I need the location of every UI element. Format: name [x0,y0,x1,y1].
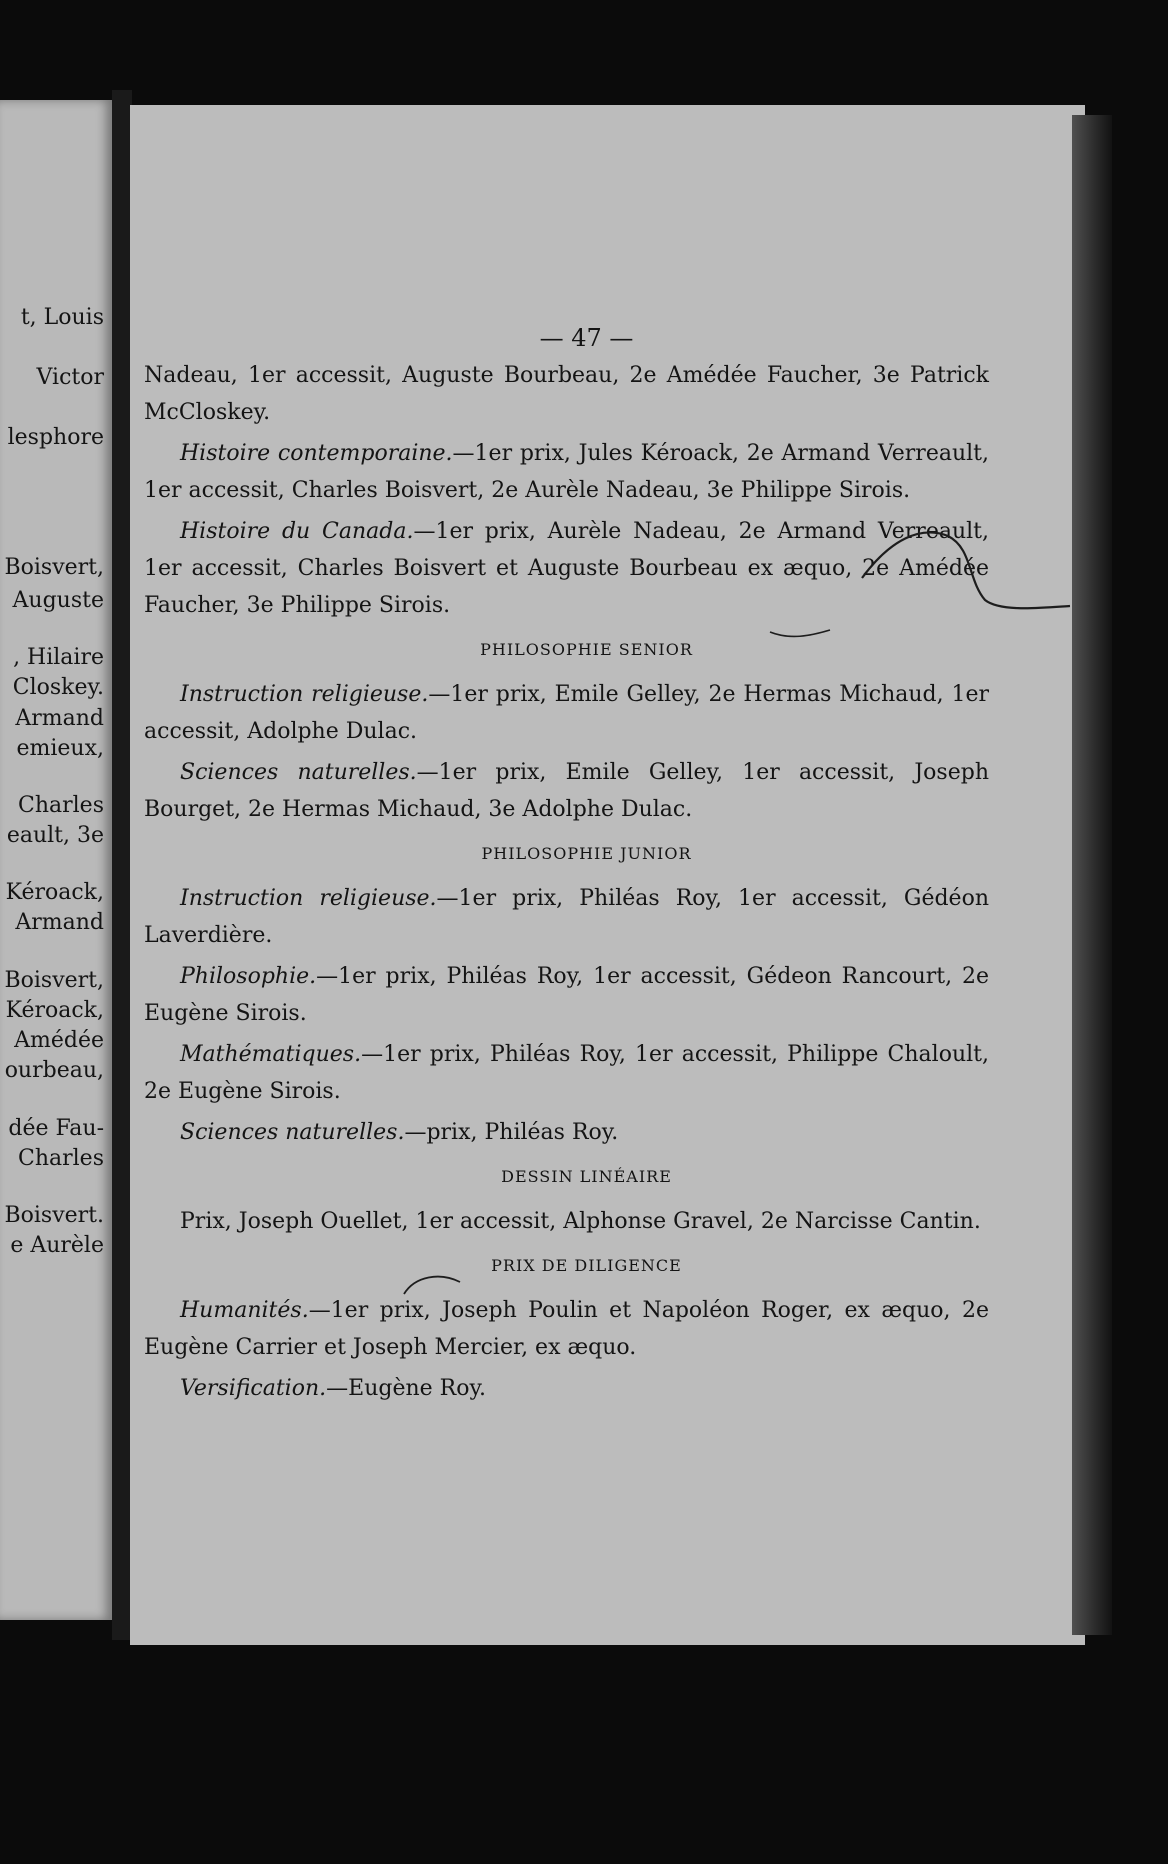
book-gutter [112,90,132,1640]
paragraph [144,958,989,1032]
paragraph-lead: Histoire du Canada. [180,519,414,544]
paragraph-text: —1er prix, Philéas Roy, 1er accessit, Gédeon Rancourt, 2e Eugène Sirois. [144,964,989,1026]
paragraph-lead: Histoire contemporaine. [180,441,453,466]
paragraph [144,1292,989,1366]
section-heading: PHILOSOPHIE SENIOR [480,640,693,659]
paragraph-lead: Sciences naturelles. [180,1120,405,1145]
left-fragment: lesphore [7,425,104,450]
left-fragment: Charles [18,1146,104,1171]
paragraph [144,1370,989,1407]
paragraph [144,754,989,828]
left-fragment: Amédée [14,1028,104,1053]
paragraph-text: —1er prix, Philéas Roy, 1er accessit, Philippe Chaloult, 2e Eugène Sirois. [144,1042,989,1104]
paragraph-lead: Humanités. [180,1298,309,1323]
paragraph-lead: Instruction religieuse. [180,886,437,911]
section-heading: PRIX DE DILIGENCE [491,1256,682,1275]
left-fragment: Kéroack, [5,880,104,905]
left-fragment: Boisvert, [4,555,104,580]
left-fragment: t, Louis [20,305,104,330]
paragraph-text: —1er prix, Philéas Roy, 1er accessit, Gédéon Laverdière. [144,886,989,948]
left-fragment: , Hilaire [13,645,104,670]
paragraph [144,435,989,509]
paragraph [144,1203,989,1240]
paragraph-text: —1er prix, Emile Gelley, 1er accessit, Joseph Bourget, 2e Hermas Michaud, 3e Adolphe Dulac. [144,760,989,822]
section-heading: DESSIN LINÉAIRE [501,1167,672,1186]
paragraph-lead: Sciences naturelles. [180,760,417,785]
left-fragment: Kéroack, [5,998,104,1023]
left-fragment: Auguste [12,588,104,613]
paragraph-text: —1er prix, Aurèle Nadeau, 2e Armand Verreault, 1er accessit, Charles Boisvert et Auguste Bourbeau ex æquo, 2e Amédée Faucher, 3e Philippe Sirois. [144,519,990,618]
left-fragment: Armand [15,706,104,731]
paragraph-text: —Eugène Roy. [326,1376,486,1401]
book-page [130,105,1085,1645]
left-fragment: Boisvert. [4,1203,104,1228]
paragraph [144,880,989,954]
paragraph-text: —1er prix, Joseph Poulin et Napoléon Roger, ex æquo, 2e Eugène Carrier et Joseph Mercier, ex æquo. [144,1298,989,1360]
left-fragment: Charles [18,793,104,818]
paragraph [144,513,989,624]
paragraph-lead: Versification. [180,1376,327,1401]
paragraph [144,676,989,750]
left-fragment: ourbeau, [4,1058,104,1083]
left-fragment: dée Fau- [8,1116,104,1141]
paragraph-text: —1er prix, Jules Kéroack, 2e Armand Verreault, 1er accessit, Charles Boisvert, 2e Aurèle Nadeau, 3e Philippe Sirois. [144,441,989,503]
book-spine [1072,115,1112,1635]
left-fragment: emieux, [16,736,104,761]
left-fragment: Boisvert, [4,968,104,993]
left-fragment: Victor [36,365,104,390]
left-fragment: e Aurèle [10,1233,104,1258]
page-number: — 47 — [539,324,634,352]
left-fragment: Armand [15,910,104,935]
section-heading: PHILOSOPHIE JUNIOR [481,844,692,863]
left-page-edge [0,100,112,1620]
page-text [144,323,989,1411]
paragraph-lead: Instruction religieuse. [180,682,429,707]
paragraph [144,1114,989,1151]
paragraph-text: Prix, Joseph Ouellet, 1er accessit, Alphonse Gravel, 2e Narcisse Cantin. [180,1209,981,1234]
left-fragment: eault, 3e [6,823,104,848]
left-fragment: Closkey. [12,675,104,700]
paragraph-text: —1er prix, Emile Gelley, 2e Hermas Michaud, 1er accessit, Adolphe Dulac. [144,682,989,744]
paragraph [144,357,989,431]
paragraph-lead: Philosophie. [180,964,317,989]
paragraph-lead: Mathématiques. [180,1042,362,1067]
paragraph [144,1036,989,1110]
paragraph-text: Nadeau, 1er accessit, Auguste Bourbeau, 2e Amédée Faucher, 3e Patrick McCloskey. [144,363,989,425]
paragraph-text: —prix, Philéas Roy. [404,1120,619,1145]
